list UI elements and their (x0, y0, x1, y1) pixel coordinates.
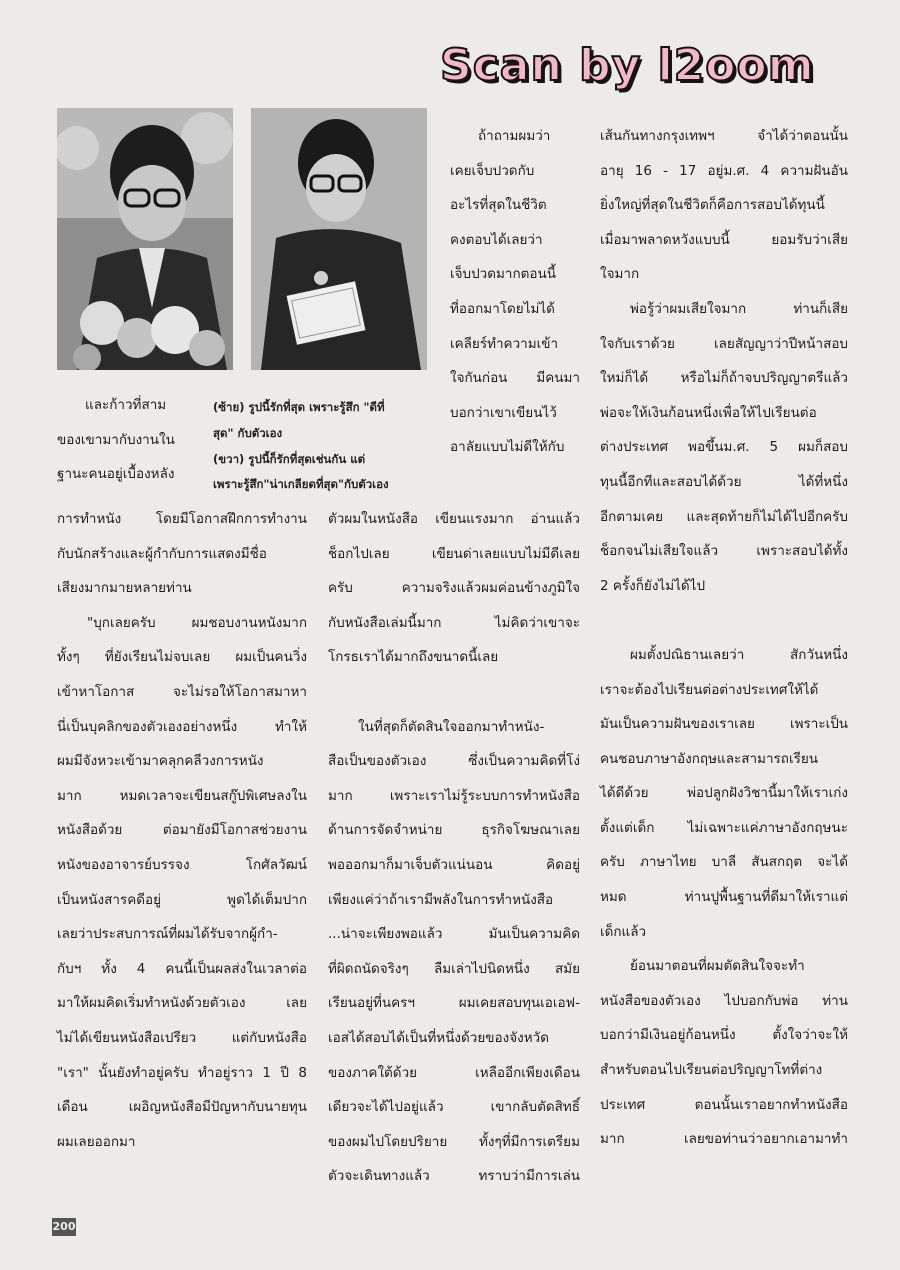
text-line: "เรา" นั้นยังทำอยู่ครับ ทำอยู่ราว 1 ปี 8 (57, 1064, 307, 1081)
text-line: อะไรที่สุดในชีวิต (450, 197, 547, 214)
text-line: กับหนังสือเล่มนี้มาก ไม่คิดว่าเขาจะ (328, 614, 580, 631)
text-line: พ่อจะให้เงินก้อนหนึ่งเพื่อให้ไปเรียนต่อ (600, 404, 817, 421)
text-line: ได้ดีด้วย พ่อปลูกฝังวิชานี้มาให้เราเก่ง (600, 785, 848, 802)
blank-line (328, 675, 580, 710)
text-line: ตั้งแต่เด็ก ไม่เฉพาะแค่ภาษาอังกฤษนะ (600, 819, 848, 836)
text-line: โกรธเราได้มากถึงขนาดนี้เลย (328, 649, 499, 666)
caption-line: สุด" กับตัวเอง (213, 425, 283, 440)
text-line: เสียงมากมายหลายท่าน (57, 580, 192, 597)
text-line: ทั้งๆ ที่ยังเรียนไม่จบเลย ผมเป็นคนวิ่ง (57, 649, 307, 666)
text-line: ผมตั้งปณิธานเลยว่า สักวันหนึ่ง (630, 646, 848, 663)
text-line: มันเป็นความฝันของเราเลย เพราะเป็น (600, 716, 848, 733)
text-line: เจ็บปวดมากตอนนี้ (450, 266, 556, 283)
photo-right (251, 108, 427, 370)
text-line: มาก เพราะเราไม่รู้ระบบการทำหนังสือ (328, 787, 580, 804)
text-line: ใจกับเราด้วย เลยสัญญาว่าปีหน้าสอบ (600, 335, 848, 352)
text-line: ช็อกไปเลย เขียนด่าเลยแบบไม่มีดีเลย (328, 545, 580, 562)
photo-caption (213, 395, 445, 498)
column-3 (600, 119, 848, 1157)
text-line: ทุนนี้อีกทีและสอบได้ด้วย ได้ที่หนึ่ง (600, 473, 848, 490)
page-number: 200 (52, 1218, 76, 1236)
text-line: หมด ท่านปูพื้นฐานที่ดีมาให้เราแต่ (600, 889, 848, 906)
text-line: พอออกมาก็มาเจ็บตัวแน่นอน คิดอยู่ (328, 856, 580, 873)
text-line: นี่เป็นบุคลิกของตัวเองอย่างหนึ่ง ทำให้ (57, 718, 307, 735)
blank-line (600, 603, 848, 638)
text-line: อายุ 16 - 17 อยู่ม.ศ. 4 ความฝันอัน (600, 162, 848, 179)
text-line: ครับ ความจริงแล้วผมค่อนข้างภูมิใจ (328, 580, 580, 597)
caption-line: เพราะรู้สึก"น่าเกลียดที่สุด"กับตัวเอง (213, 477, 389, 492)
text-line: ของภาคใต้ด้วย เหลืออีกเพียงเดือน (328, 1064, 580, 1081)
text-line: อาลัยแบบไม่ดีให้กับ (450, 439, 565, 456)
text-line: หนังสือของตัวเอง ไปบอกกับพ่อ ท่าน (600, 992, 848, 1009)
text-line: ครับ ภาษาไทย บาลี สันสกฤต จะได้ (600, 854, 848, 871)
text-line: พ่อรู้ว่าผมเสียใจมาก ท่านก็เสีย (630, 300, 848, 317)
text-line: เมื่อมาพลาดหวังแบบนี้ ยอมรับว่าเสีย (600, 231, 848, 248)
text-line: คนชอบภาษาอังกฤษและสามารถเรียน (600, 750, 818, 767)
text-line: กับนักสร้างและผู้กำกับการแสดงมีชื่อ (57, 545, 267, 562)
text-line: ใหม่ก็ได้ หรือไม่ก็ถ้าจบปริญญาตรีแล้ว (600, 370, 848, 387)
column-1-intro (57, 388, 207, 492)
text-line: ต่างประเทศ พอขึ้นม.ศ. 5 ผมก็สอบ (600, 439, 848, 456)
text-line: เข้าหาโอกาส จะไม่รอให้โอกาสมาหา (57, 683, 307, 700)
text-line: มาก หมดเวลาจะเขียนสกู๊ปพิเศษลงใน (57, 787, 307, 804)
caption-line: (ขวา) รูปนี้ก็รักที่สุดเช่นกัน แต่ (213, 451, 366, 466)
text-line: เด็กแล้ว (600, 923, 647, 940)
text-line: ด้านการจัดจำหน่าย ธุรกิจโฆษณาเลย (328, 822, 580, 839)
text-line: บอกว่ามีเงินอยู่ก้อนหนึ่ง ตั้งใจว่าจะให้ (600, 1027, 848, 1044)
text-line: เส้นกันทางกรุงเทพฯ จำได้ว่าตอนนั้น (600, 128, 848, 144)
text-line: ถ้าถามผมว่า (478, 128, 551, 144)
column-2-top (450, 119, 580, 465)
scan-watermark: Scan by l2oom (440, 40, 815, 91)
text-line: เพียงแค่ว่าถ้าเรามีพลังในการทำหนังสือ (328, 891, 554, 908)
caption-line: (ซ้าย) รูปนี้รักที่สุด เพราะรู้สึก "ดีที่ (213, 400, 385, 414)
text-line: ที่ผิดถนัดจริงๆ ลืมเล่าไปนิดหนึ่ง สมัย (328, 960, 580, 977)
text-line: เป็นหนังสารคดีอยู่ พูดได้เต็มปาก (57, 891, 307, 908)
text-line: อีกตามเคย และสุดท้ายก็ไม่ได้ไปอีกครับ (600, 508, 848, 525)
text-line: ตัวจะเดินทางแล้ว ทราบว่ามีการเล่น (328, 1168, 580, 1185)
text-line: ฐานะคนอยู่เบื้องหลัง (57, 466, 175, 483)
column-2-body (328, 502, 580, 1194)
text-line: การทำหนัง โดยมีโอกาสฝึกการทำงาน (57, 511, 307, 527)
text-line: หนังสือด้วย ต่อมายังมีโอกาสช่วยงาน (57, 822, 307, 839)
text-line: ประเทศ ตอนนั้นเราอยากทำหนังสือ (600, 1096, 848, 1113)
text-line: "บุกเลยครับ ผมชอบงานหนังมาก (87, 614, 307, 631)
text-line: เลยว่าประสบการณ์ที่ผมได้รับจากผู้กำ- (57, 926, 278, 943)
text-line: เดียวจะได้ไปอยู่แล้ว เขากลับตัดสิทธิ์ (328, 1099, 580, 1116)
text-line: เอสได้สอบได้เป็นที่หนึ่งด้วยของจังหวัด (328, 1029, 549, 1046)
text-line: ของเขามากับงานใน (57, 431, 175, 448)
text-line: ใจมาก (600, 266, 640, 283)
text-line: คงตอบได้เลยว่า (450, 231, 543, 248)
text-line: ใจกันก่อน มีคนมา (450, 370, 580, 387)
text-line: เคลียร์ทำความเข้า (450, 335, 559, 352)
text-line: เรียนอยู่ที่นครฯ ผมเคยสอบทุนเอเอฟ- (328, 995, 580, 1012)
text-line: ผมเลยออกมา (57, 1133, 136, 1150)
text-line: กับฯ ทั้ง 4 คนนี้เป็นผลส่งในเวลาต่อ (57, 960, 307, 977)
text-line: และก้าวที่สาม (85, 397, 167, 413)
text-line: ไม่ได้เขียนหนังสือเปรียว แต่กับหนังสือ (57, 1029, 307, 1046)
text-line: ย้อนมาตอนที่ผมตัดสินใจจะทำ (630, 958, 805, 975)
text-line: สือเป็นของตัวเอง ซึ่งเป็นความคิดที่โง่ (328, 753, 580, 770)
text-line: เราจะต้องไปเรียนต่อต่างประเทศให้ได้ (600, 681, 819, 698)
text-line: ช็อกจนไม่เสียใจแล้ว เพราะสอบได้ทั้ง (600, 543, 848, 560)
text-line: มาก เลยขอท่านว่าอยากเอามาทำ (600, 1131, 848, 1148)
photo-left-image (57, 108, 233, 370)
text-line: สำหรับตอนไปเรียนต่อปริญญาโทที่ต่าง (600, 1062, 823, 1079)
text-line: มาให้ผมคิดเริ่มทำหนังด้วยตัวเอง เลย (57, 995, 307, 1012)
text-line: บอกว่าเขาเขียนไว้ (450, 404, 557, 421)
text-line: เคยเจ็บปวดกับ (450, 162, 535, 179)
photo-left (57, 108, 233, 370)
text-line: ยิ่งใหญ่ที่สุดในชีวิตก็คือการสอบได้ทุนนี้ (600, 197, 825, 214)
photo-right-image (251, 108, 427, 370)
text-line: 2 ครั้งก็ยังไม่ได้ไป (600, 577, 706, 594)
text-line: ในที่สุดก็ตัดสินใจออกมาทำหนัง- (358, 718, 545, 735)
text-line: หนังของอาจารย์บรรจง โกศัลวัฒน์ (57, 856, 307, 873)
column-1-body (57, 502, 307, 1159)
text-line: ตัวผมในหนังสือ เขียนแรงมาก อ่านแล้ว (328, 511, 580, 527)
text-line: ของผมไปโดยปริยาย ทั้งๆที่มีการเตรียม (328, 1133, 580, 1150)
text-line: ...น่าจะเพียงพอแล้ว มันเป็นความคิด (328, 926, 580, 943)
text-line: เดือน เผอิญหนังสือมีปัญหากับนายทุน (57, 1099, 307, 1116)
text-line: ผมมีจังหวะเข้ามาคลุกคลีวงการหนัง (57, 753, 264, 770)
text-line: ที่ออกมาโดยไม่ได้ (450, 300, 555, 317)
